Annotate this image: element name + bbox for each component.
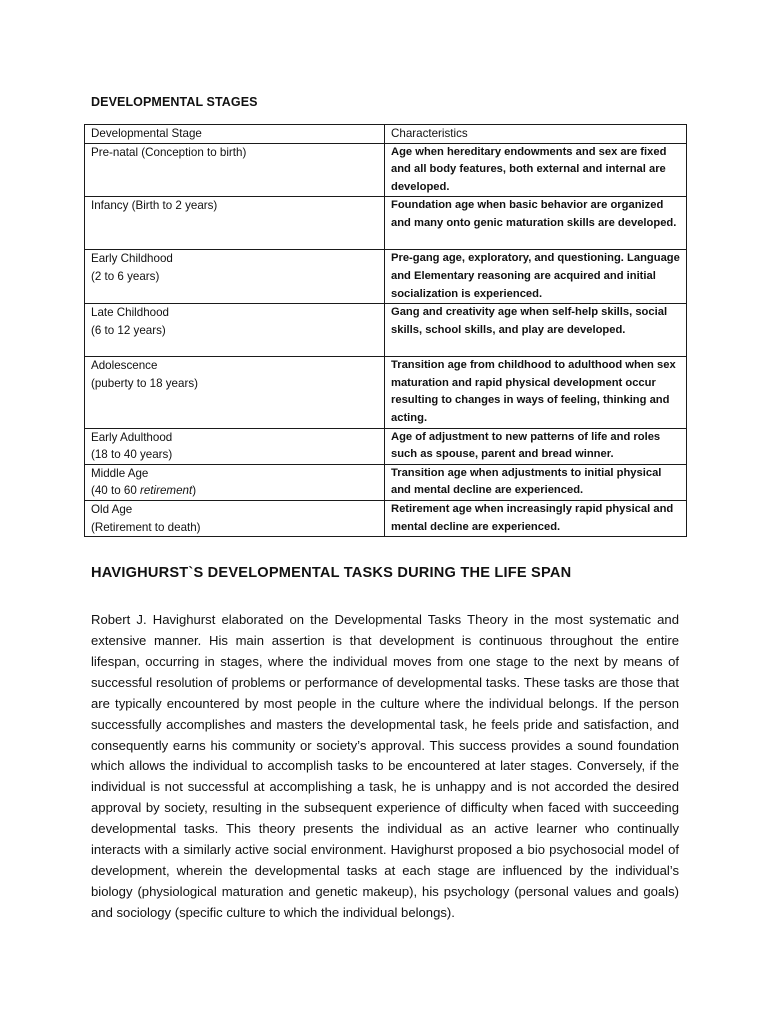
stage-name: Middle Age (91, 466, 149, 480)
stage-age-prefix: (40 to 60 (91, 484, 140, 498)
characteristics-cell: Gang and creativity age when self-help skills, social skills, school skills, and play are developed. (385, 304, 687, 357)
stage-name: Infancy (Birth to 2 years) (91, 199, 218, 213)
characteristics-cell: Foundation age when basic behavior are organized and many onto genic maturation skills are developed. (385, 197, 687, 250)
stage-age-range: (puberty to 18 years) (91, 376, 198, 390)
stage-cell (85, 464, 385, 500)
stage-cell (85, 428, 385, 464)
table-row (85, 304, 687, 357)
table-row (85, 428, 687, 464)
stage-age-range: (2 to 6 years) (91, 269, 160, 283)
table-row (85, 500, 687, 536)
stage-cell (85, 143, 385, 197)
stage-age-range (91, 482, 378, 500)
table-row (85, 143, 687, 197)
stage-age-range: (Retirement to death) (91, 520, 201, 534)
stage-name: Pre-natal (Conception to birth) (91, 145, 247, 159)
section-title: DEVELOPMENTAL STAGES (91, 95, 258, 109)
table-row (85, 197, 687, 250)
stage-name: Early Childhood (91, 252, 173, 266)
header-developmental-stage: Developmental Stage (85, 125, 385, 144)
stage-age-suffix: ) (192, 484, 197, 498)
stage-cell (85, 357, 385, 428)
header-characteristics: Characteristics (385, 125, 687, 144)
stage-name: Adolescence (91, 359, 158, 373)
table-header-row (85, 125, 687, 144)
stage-age-range: (18 to 40 years) (91, 448, 173, 462)
stage-cell (85, 500, 385, 536)
characteristics-cell: Transition age from childhood to adulthood when sex maturation and rapid physical development occur resulting to changes in ways of feeling, thinking and acting. (385, 357, 687, 428)
stage-cell (85, 197, 385, 250)
characteristics-cell: Age when hereditary endowments and sex are fixed and all body features, both external and internal are developed. (385, 143, 687, 197)
body-paragraph: Robert J. Havighurst elaborated on the Developmental Tasks Theory in the most systematic and extensive manner. His main assertion is that development is continuous throughout the entire lifespan, occurring in stages, where the individual moves from one stage to the next by means of successful resolution of problems or performance of developmental tasks. These tasks are those that are typically encountered by most people in the culture where the individual belongs. If the person successfully accomplishes and masters the developmental task, he feels pride and satisfaction, and consequently earns his community or society’s approval. This success provides a sound foundation which allows the individual to accomplish tasks to be encountered at later stages. Conversely, if the individual is not successful at accomplishing a task, he is unhappy and is not accorded the desired approval by society, resulting in the subsequent experience of difficulty when faced with succeeding developmental tasks. This theory presents the individual as an active learner who continually interacts with a similarly active social environment. Havighurst proposed a bio psychosocial model of development, wherein the developmental tasks at each stage are influenced by the individual’s biology (physiological maturation and genetic makeup), his psychology (personal values and goals) and sociology (specific culture to which the individual belongs). (91, 612, 679, 920)
havighurst-heading: HAVIGHURST`S DEVELOPMENTAL TASKS DURING THE LIFE SPAN (91, 565, 572, 581)
characteristics-cell: Age of adjustment to new patterns of life and roles such as spouse, parent and bread winner. (385, 428, 687, 464)
stage-age-range: (6 to 12 years) (91, 323, 166, 337)
table-row (85, 250, 687, 304)
characteristics-cell: Retirement age when increasingly rapid physical and mental decline are experienced. (385, 500, 687, 536)
characteristics-cell: Transition age when adjustments to initial physical and mental decline are experienced. (385, 464, 687, 500)
stage-name: Early Adulthood (91, 430, 173, 444)
stage-cell (85, 250, 385, 304)
table-row (85, 464, 687, 500)
table-row (85, 357, 687, 428)
stage-name: Late Childhood (91, 306, 169, 320)
stage-cell (85, 304, 385, 357)
developmental-stages-table (84, 124, 687, 537)
stage-age-italic: retirement (140, 484, 193, 498)
characteristics-cell: Pre-gang age, exploratory, and questioning. Language and Elementary reasoning are acquired and initial socialization is experienced. (385, 250, 687, 304)
stage-name: Old Age (91, 502, 133, 516)
